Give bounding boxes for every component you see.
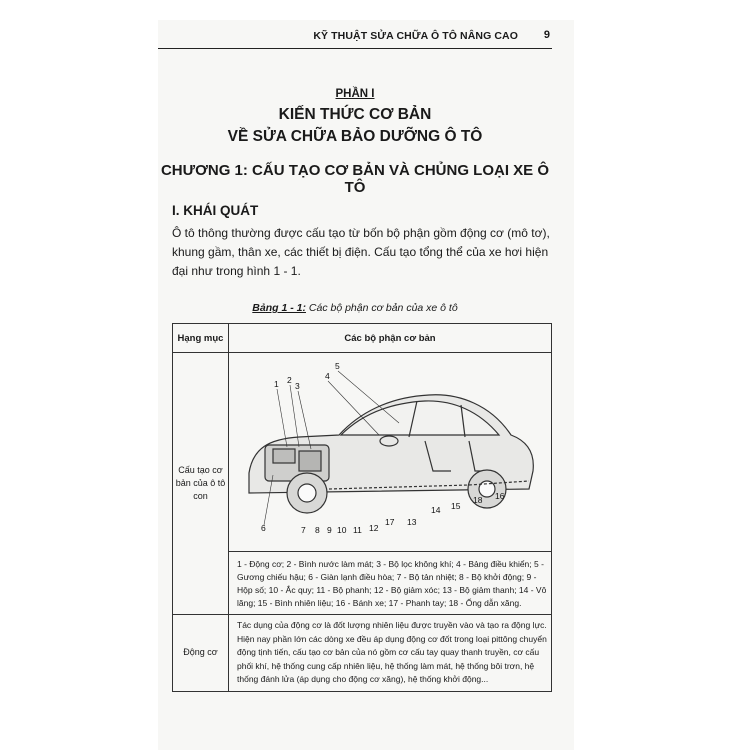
svg-text:13: 13 xyxy=(407,517,417,527)
svg-text:11: 11 xyxy=(353,525,362,535)
svg-text:3: 3 xyxy=(295,381,300,391)
svg-text:14: 14 xyxy=(431,505,441,515)
svg-text:5: 5 xyxy=(335,361,340,371)
parts-table xyxy=(172,323,552,692)
table-row xyxy=(173,353,552,552)
svg-text:18: 18 xyxy=(473,495,483,505)
table-caption-text: Các bộ phận cơ bản của xe ô tô xyxy=(305,302,458,314)
engine-description: Tác dụng của động cơ là đốt lượng nhiên liệu được truyền vào và tạo ra động lực. Hiện nay phần lớn các dòng xe đều áp dụng động cơ đốt trong loại pittông chuyển động tịnh tiến, cấu tạo cơ bản của nó gồm cơ cấu tay quay thanh truyền, cơ cấu phối khí, hệ thống cung cấp nhiên liệu, hệ thống làm mát, hệ thống bôi trơn, hệ thống đánh lửa (áp dụng cho động cơ xăng), hệ thống khởi động... xyxy=(229,615,552,692)
part-label: PHẦN I xyxy=(335,88,375,100)
chapter-title: CHƯƠNG 1: CẤU TẠO CƠ BẢN VÀ CHỦNG LOẠI XE Ô TÔ xyxy=(160,162,550,196)
car-cutaway-diagram xyxy=(229,353,551,549)
intro-paragraph: Ô tô thông thường được cấu tạo từ bốn bộ phận gồm động cơ (mô tơ), khung gầm, thân xe, các thiết bị điện. Cấu tạo tổng thể của xe hơi hiện đại như trong hình 1 - 1. xyxy=(172,226,550,278)
diagram-legend: 1 - Động cơ; 2 - Bình nước làm mát; 3 - Bộ lọc không khí; 4 - Bảng điều khiển; 5 - Gương chiếu hậu; 6 - Giàn lạnh điều hòa; 7 - Bộ tản nhiệt; 8 - Bộ khởi động; 9 - Hộp số; 10 - Ắc quy; 11 - Bộ phanh; 12 - Bộ giảm xóc; 13 - Bộ giảm thanh; 14 - Vô lăng; 15 - Bình nhiên liệu; 16 - Bánh xe; 17 - Phanh tay; 18 - Ống dẫn xăng. xyxy=(229,552,552,615)
svg-text:1: 1 xyxy=(274,379,279,389)
svg-text:6: 6 xyxy=(261,523,266,533)
svg-text:12: 12 xyxy=(369,523,379,533)
svg-text:10: 10 xyxy=(337,525,347,535)
svg-text:8: 8 xyxy=(315,525,320,535)
part-title-line-1: KIẾN THỨC CƠ BẢN xyxy=(278,106,432,123)
running-title: KỸ THUẬT SỬA CHỮA Ô TÔ NÂNG CAO xyxy=(313,30,518,42)
table-row xyxy=(173,552,552,615)
svg-text:2: 2 xyxy=(287,375,292,385)
car-diagram-cell xyxy=(229,353,552,552)
table-row xyxy=(173,615,552,692)
svg-text:4: 4 xyxy=(325,371,330,381)
part-title xyxy=(158,104,552,148)
section-heading: I. KHÁI QUÁT xyxy=(172,203,259,218)
header-category: Hạng mục xyxy=(173,324,229,353)
header-parts: Các bộ phận cơ bản xyxy=(229,324,552,353)
svg-text:16: 16 xyxy=(495,491,505,501)
svg-text:7: 7 xyxy=(301,525,306,535)
page-number: 9 xyxy=(543,29,550,41)
svg-text:17: 17 xyxy=(385,517,395,527)
svg-text:9: 9 xyxy=(327,525,332,535)
row-label-engine: Động cơ xyxy=(173,615,229,692)
part-title-line-2: VỀ SỬA CHỮA BẢO DƯỠNG Ô TÔ xyxy=(227,128,483,145)
table-header-row xyxy=(173,324,552,353)
svg-text:15: 15 xyxy=(451,501,461,511)
row-label-structure: Cấu tạo cơ bản của ô tô con xyxy=(173,353,229,615)
running-header xyxy=(158,26,552,49)
table-caption xyxy=(158,302,552,314)
table-caption-number: Bảng 1 - 1: xyxy=(252,302,306,314)
